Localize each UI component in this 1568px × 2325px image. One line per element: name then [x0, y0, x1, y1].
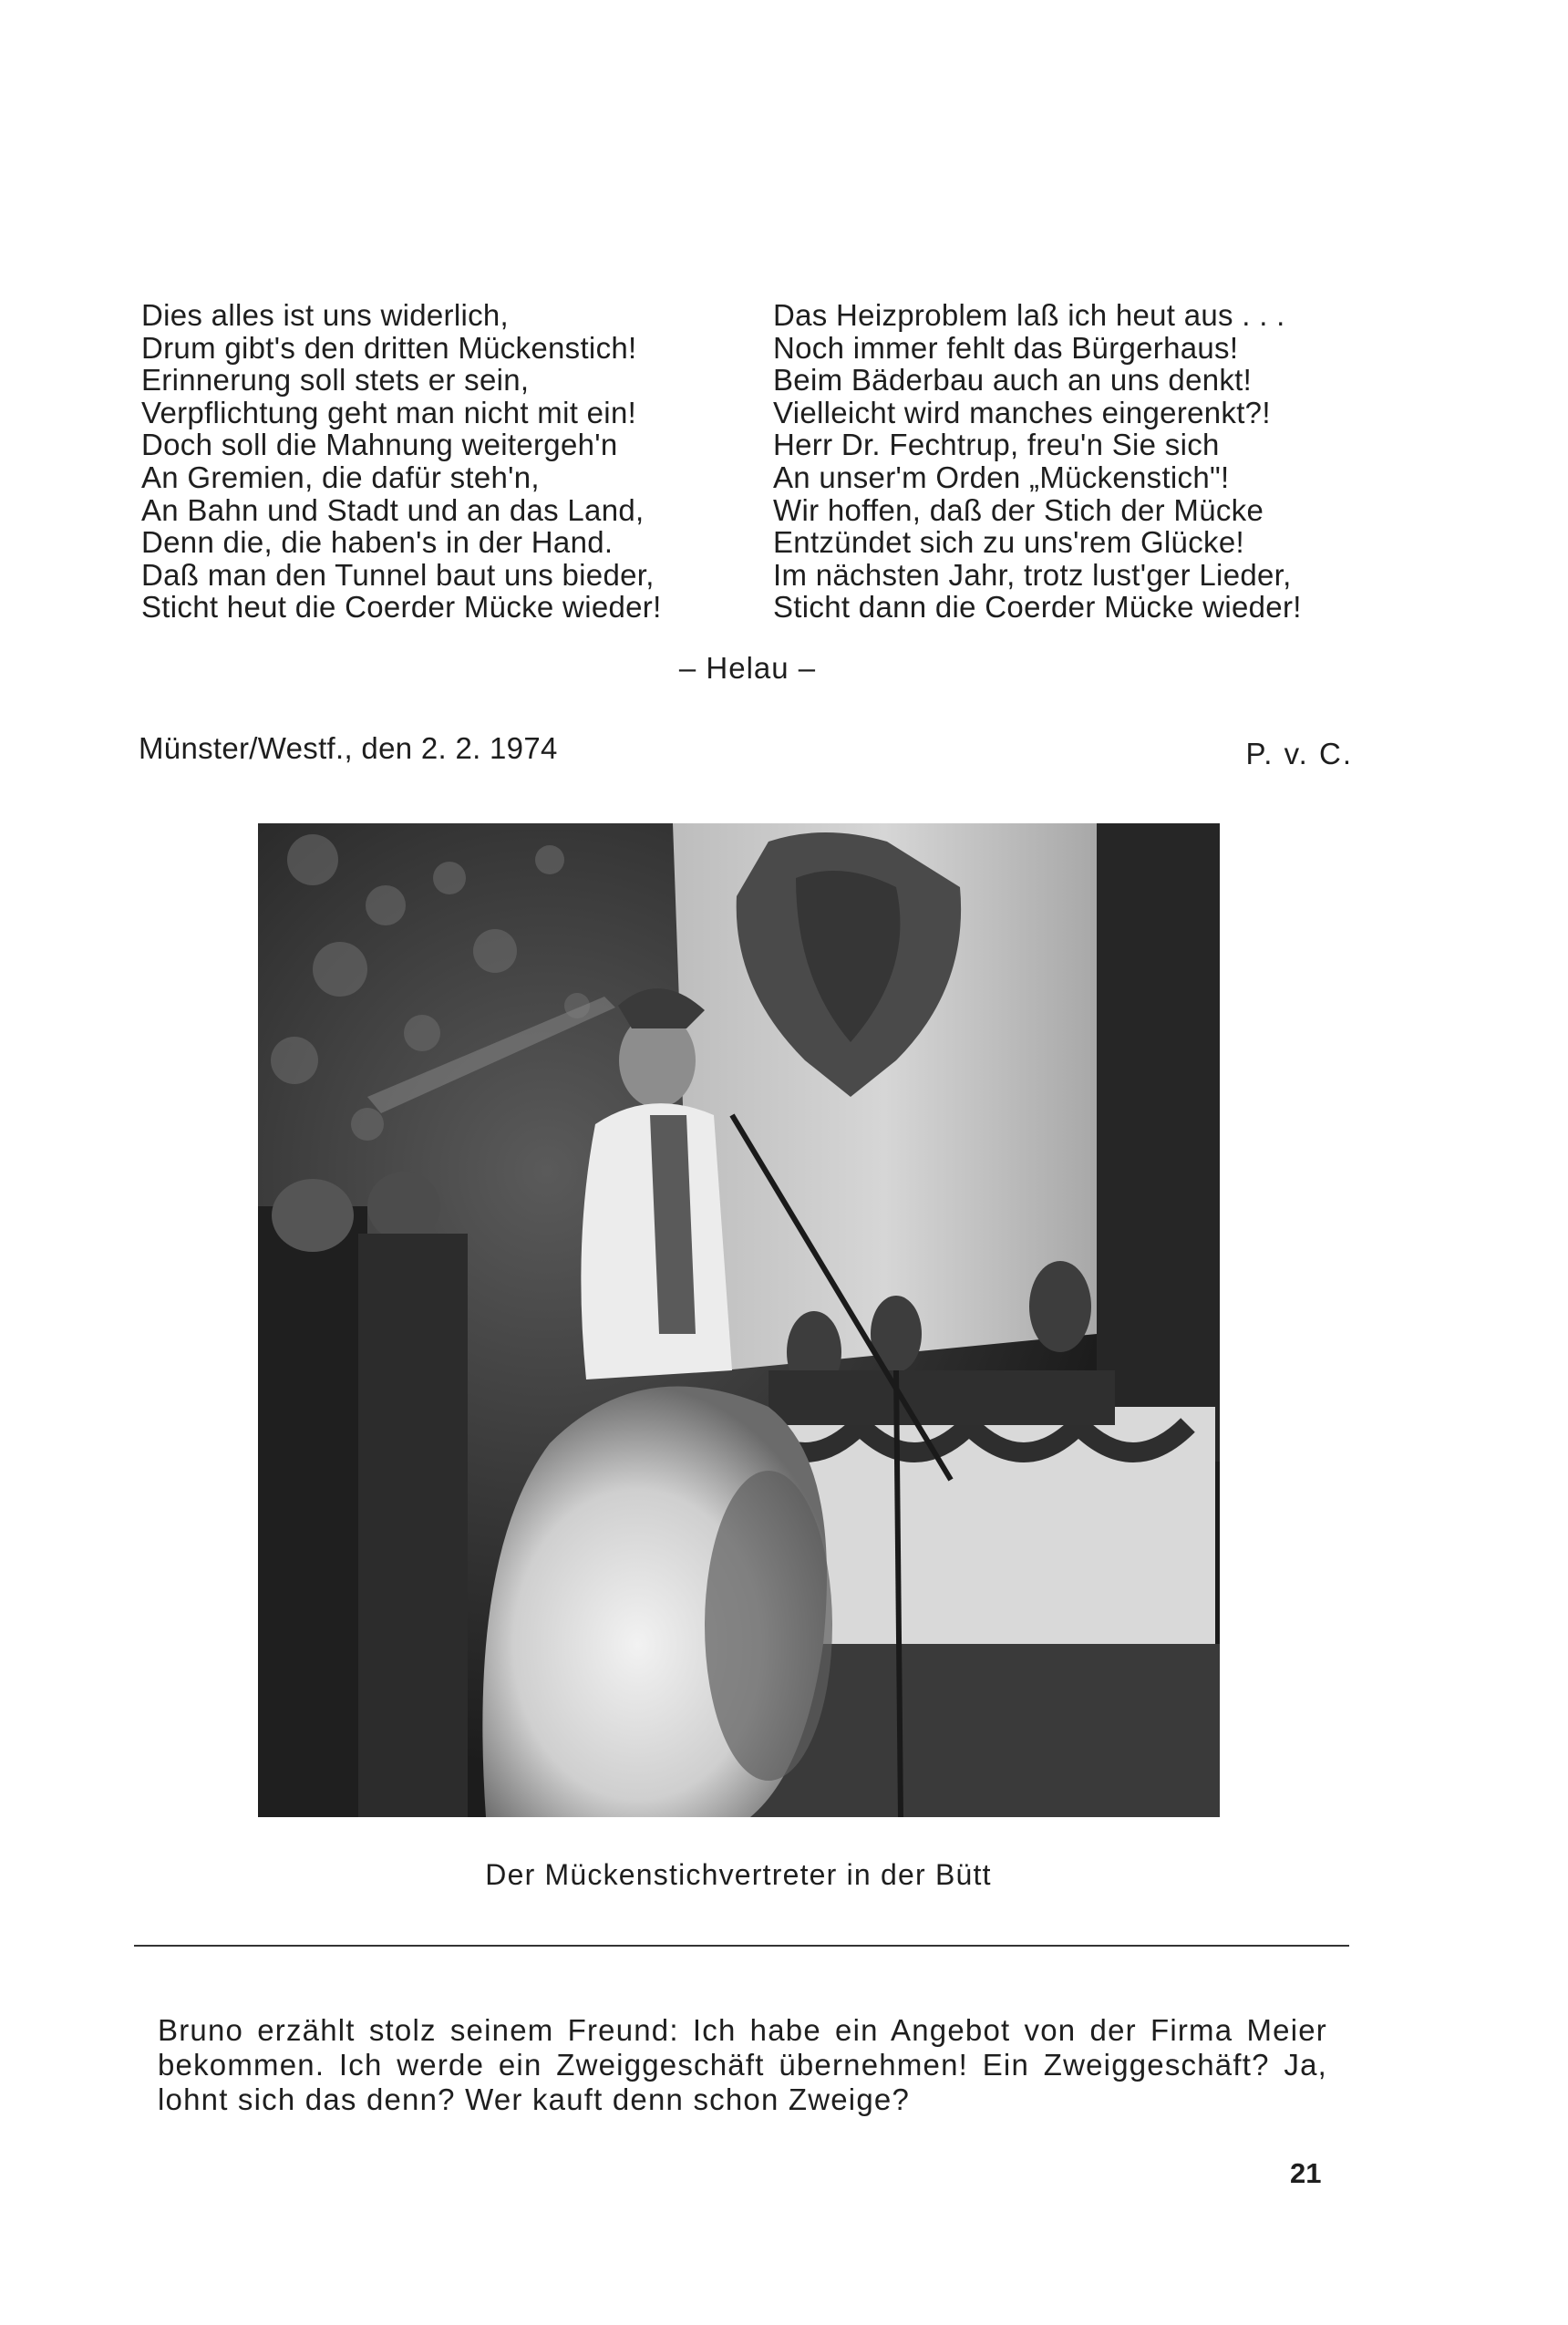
poem-line: Beim Bäderbau auch an uns denkt! [773, 363, 1253, 398]
closing-exclamation: – Helau – [678, 651, 817, 685]
place-and-date: Münster/Westf., den 2. 2. 1974 [139, 731, 558, 765]
poem-line: Vielleicht wird manches eingerenkt?! [773, 395, 1271, 429]
poem-line: Drum gibt's den dritten Mückenstich! [141, 330, 637, 365]
carnival-photo [258, 823, 1220, 1817]
signature: P. v. C. [1245, 737, 1353, 770]
joke-paragraph: Bruno erzählt stolz seinem Freund: Ich habe ein Angebot von der Firma Meier bekommen. Ich werde ein Zweiggeschäft übernehmen! Ein Zweiggeschäft? Ja, lohnt sich das denn? Wer kauft denn schon Zweige? [158, 2013, 1327, 2116]
poem-line: Das Heizproblem laß ich heut aus . . . [773, 298, 1285, 332]
poem-line: Sticht dann die Coerder Mücke wieder! [773, 590, 1302, 625]
poem-line: Denn die, die haben's in der Hand. [141, 525, 614, 560]
poem-line: Im nächsten Jahr, trotz lust'ger Lieder, [773, 557, 1292, 592]
poem-line: Noch immer fehlt das Bürgerhaus! [773, 330, 1239, 365]
poem-left-column [141, 299, 743, 624]
poem-line: Verpflichtung geht man nicht mit ein! [141, 395, 637, 429]
poem-line: Herr Dr. Fechtrup, freu'n Sie sich [773, 428, 1220, 462]
poem-line: An unser'm Orden „Mückenstich"! [773, 460, 1230, 494]
poem-line: Erinnerung soll stets er sein, [141, 363, 530, 398]
poem-line: An Gremien, die dafür steh'n, [141, 460, 540, 494]
poem-line: Wir hoffen, daß der Stich der Mücke [773, 492, 1264, 527]
page-number: 21 [1290, 2157, 1322, 2189]
poem-line: Daß man den Tunnel baut uns bieder, [141, 557, 655, 592]
poem-line: Sticht heut die Coerder Mücke wieder! [141, 590, 662, 625]
poem-line: Dies alles ist uns widerlich, [141, 298, 510, 332]
poem-line: An Bahn und Stadt und an das Land, [141, 492, 645, 527]
photo-caption: Der Mückenstichvertreter in der Bütt [485, 1858, 992, 1891]
section-divider [134, 1945, 1349, 1947]
poem-right-column [773, 299, 1375, 624]
poem-line: Doch soll die Mahnung weitergeh'n [141, 428, 618, 462]
poem-line: Entzündet sich zu uns'rem Glücke! [773, 525, 1244, 560]
